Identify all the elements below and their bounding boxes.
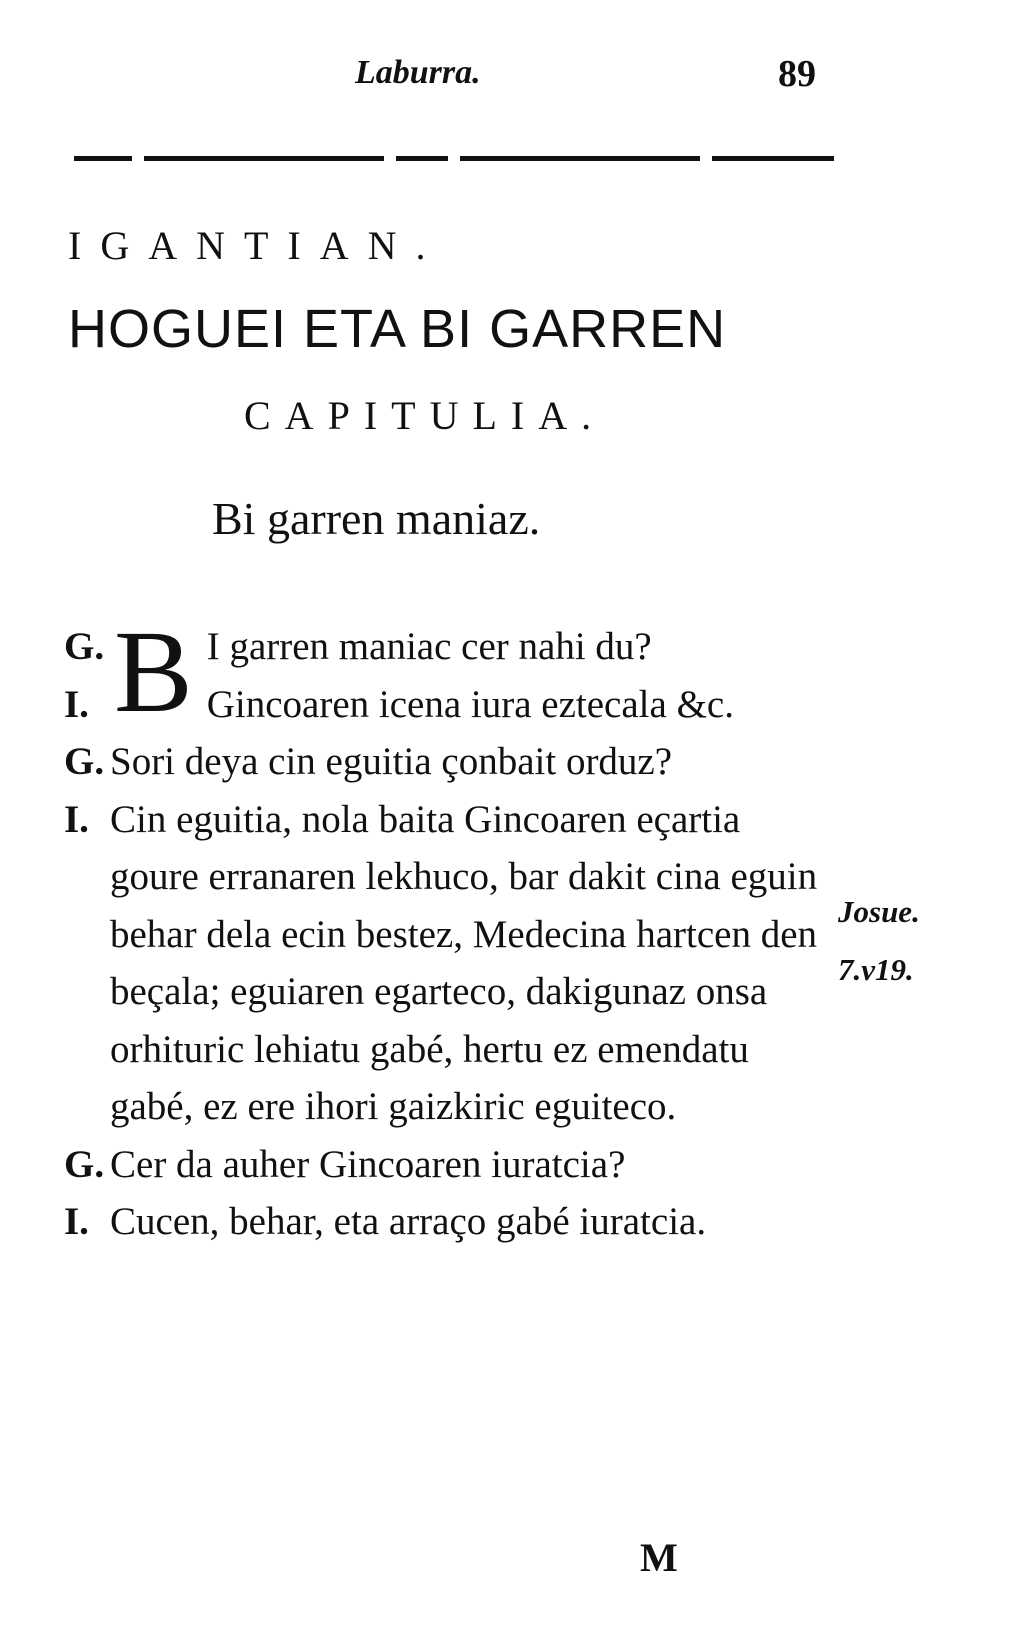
answer-text: Gincoaren icena iura eztecala &c.	[206, 682, 734, 726]
running-title: Laburra.	[355, 54, 481, 91]
margin-note-reference: 7.v19.	[838, 952, 914, 987]
question-text: Sori deya cin eguitia çonbait orduz?	[110, 740, 673, 783]
speaker-marker: G.	[64, 625, 105, 668]
dialogue-entry	[64, 1136, 834, 1194]
margin-note-book: Josue.	[838, 894, 920, 929]
chapter-title: HOGUEI ETA BI GARREN	[68, 299, 727, 359]
dialogue	[64, 606, 834, 1251]
drop-cap: B	[114, 606, 193, 737]
question-text: I garren maniac cer nahi du?	[206, 625, 652, 668]
catchword: M	[640, 1535, 678, 1580]
dialogue-entry	[64, 1193, 834, 1251]
answer-text: Cin eguitia, nola baita Gincoaren eçartia goure erranaren lekhuco, bar dakit cina eguin behar dela ecin bestez, Medecina hartcen den beçala; eguiaren egarteco, dakigunaz onsa orhituric lehiatu gabé, hertu ez emendatu gabé, ez ere ihori gaizkiric eguiteco.	[110, 797, 818, 1128]
header-rule	[74, 156, 834, 162]
question-text: Cer da auher Gincoaren iuratcia?	[110, 1142, 626, 1186]
section-label: IGANTIAN.	[68, 223, 445, 268]
speaker-marker: G.	[64, 740, 105, 783]
section-heading: Bi garren maniaz.	[212, 493, 541, 544]
chapter-subtitle: CAPITULIA.	[244, 393, 606, 438]
speaker-marker: I.	[64, 682, 89, 726]
dialogue-entry	[64, 791, 834, 1136]
speaker-marker: G.	[64, 1142, 105, 1186]
speaker-marker: I.	[64, 797, 89, 841]
speaker-marker: I.	[64, 1200, 89, 1243]
answer-text: Cucen, behar, eta arraço gabé iuratcia.	[110, 1200, 707, 1243]
running-head	[0, 48, 1023, 98]
dialogue-entry	[64, 733, 834, 791]
page-number: 89	[778, 53, 816, 95]
dialogue-entry	[64, 606, 834, 737]
margin-note	[838, 883, 958, 999]
